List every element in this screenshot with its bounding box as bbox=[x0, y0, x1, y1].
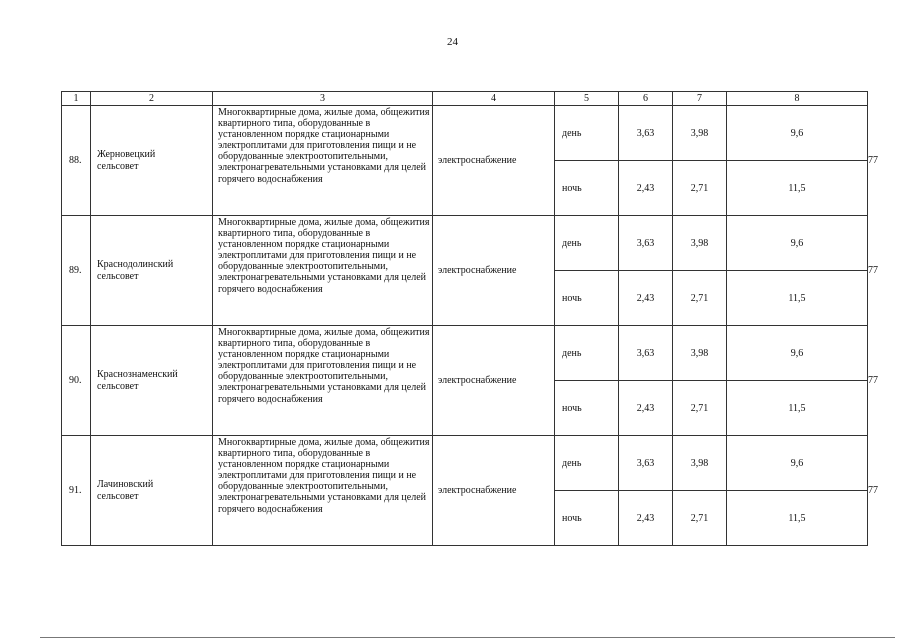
bottom-rule bbox=[40, 637, 895, 638]
value-col5: 3,63 bbox=[619, 106, 673, 161]
settlement-name-line: Лачиновский bbox=[97, 478, 154, 490]
consumer-category: Многоквартирные дома, жилые дома, общежития квартирного типа, оборудованные в установленном порядке стационарными электроплитами для приготовления пищи и не оборудованные электроотопительными, электронагревательными установками для целей горячего водоснабжения bbox=[213, 216, 433, 326]
period-night: ночь bbox=[555, 491, 619, 546]
header-cell: 3 bbox=[213, 92, 433, 106]
header-cell: 8 bbox=[727, 92, 868, 106]
settlement-name-line: Краснодолинский bbox=[97, 258, 174, 270]
tariff-table bbox=[61, 91, 878, 546]
value-col5: 3,63 bbox=[619, 216, 673, 271]
value-col5: 3,63 bbox=[619, 436, 673, 491]
service-type: электроснабжение bbox=[433, 216, 555, 326]
header-cell: 1 bbox=[62, 92, 91, 106]
value-col7: 9,6 bbox=[727, 106, 868, 161]
value-col5: 2,43 bbox=[619, 491, 673, 546]
header-cell: 5 bbox=[555, 92, 619, 106]
service-type: электроснабжение bbox=[433, 326, 555, 436]
header-cell: 2 bbox=[91, 92, 213, 106]
value-col7: 11,5 bbox=[727, 491, 868, 546]
settlement-name bbox=[91, 326, 213, 436]
table-row: 88. Жерновецкий сельсовет Многоквартирные дома, жилые дома, общежития квартирного типа, оборудованные в установленном порядке стационарными электроплитами для приготовления пищи и не оборудованные электроотопительными, электронагревательными установками для целей горячего водоснабжения электроснабжение день 3,63 3,98 9,6 77 bbox=[62, 106, 868, 161]
value-col6: 3,98 bbox=[673, 436, 727, 491]
period-night: ночь bbox=[555, 381, 619, 436]
settlement-name-line: сельсовет bbox=[97, 270, 139, 282]
row-number: 88. bbox=[62, 106, 91, 216]
table-row: 89. Краснодолинский сельсовет Многоквартирные дома, жилые дома, общежития квартирного типа, оборудованные в установленном порядке стационарными электроплитами для приготовления пищи и не оборудованные электроотопительными, электронагревательными установками для целей горячего водоснабжения электроснабжение день 3,63 3,98 9,6 77 bbox=[62, 216, 868, 271]
settlement-name bbox=[91, 216, 213, 326]
header-cell: 4 bbox=[433, 92, 555, 106]
period-night: ночь bbox=[555, 161, 619, 216]
consumer-category: Многоквартирные дома, жилые дома, общежития квартирного типа, оборудованные в установленном порядке стационарными электроплитами для приготовления пищи и не оборудованные электроотопительными, электронагревательными установками для целей горячего водоснабжения bbox=[213, 106, 433, 216]
consumer-category: Многоквартирные дома, жилые дома, общежития квартирного типа, оборудованные в установленном порядке стационарными электроплитами для приготовления пищи и не оборудованные электроотопительными, электронагревательными установками для целей горячего водоснабжения bbox=[213, 326, 433, 436]
table-row: 90. Краснознаменский сельсовет Многоквартирные дома, жилые дома, общежития квартирного типа, оборудованные в установленном порядке стационарными электроплитами для приготовления пищи и не оборудованные электроотопительными, электронагревательными установками для целей горячего водоснабжения электроснабжение день 3,63 3,98 9,6 77 bbox=[62, 326, 868, 381]
service-type: электроснабжение bbox=[433, 436, 555, 546]
table-row: 91. Лачиновский сельсовет Многоквартирные дома, жилые дома, общежития квартирного типа, оборудованные в установленном порядке стационарными электроплитами для приготовления пищи и не оборудованные электроотопительными, электронагревательными установками для целей горячего водоснабжения электроснабжение день 3,63 3,98 9,6 77 bbox=[62, 436, 868, 491]
value-col6: 2,71 bbox=[673, 271, 727, 326]
value-col6: 2,71 bbox=[673, 381, 727, 436]
value-col7: 9,6 bbox=[727, 216, 868, 271]
row-number: 91. bbox=[62, 436, 91, 546]
value-col7: 11,5 bbox=[727, 381, 868, 436]
settlement-name-line: Краснознаменский bbox=[97, 368, 178, 380]
period-day: день bbox=[555, 216, 619, 271]
value-col7: 11,5 bbox=[727, 161, 868, 216]
settlement-name bbox=[91, 106, 213, 216]
value-col7: 9,6 bbox=[727, 436, 868, 491]
value-col6: 3,98 bbox=[673, 106, 727, 161]
header-row bbox=[62, 92, 868, 106]
value-col7: 11,5 bbox=[727, 271, 868, 326]
row-number: 89. bbox=[62, 216, 91, 326]
period-day: день bbox=[555, 326, 619, 381]
row-number: 90. bbox=[62, 326, 91, 436]
settlement-name-line: Жерновецкий bbox=[97, 148, 156, 160]
value-col6: 3,98 bbox=[673, 326, 727, 381]
table-body bbox=[62, 92, 878, 546]
settlement-name-line: сельсовет bbox=[97, 380, 139, 392]
value-col5: 2,43 bbox=[619, 161, 673, 216]
value-col5: 2,43 bbox=[619, 271, 673, 326]
period-day: день bbox=[555, 106, 619, 161]
settlement-name-line: сельсовет bbox=[97, 160, 139, 172]
period-day: день bbox=[555, 436, 619, 491]
value-col5: 3,63 bbox=[619, 326, 673, 381]
header-cell: 6 bbox=[619, 92, 673, 106]
value-col7: 9,6 bbox=[727, 326, 868, 381]
header-cell: 7 bbox=[673, 92, 727, 106]
value-col6: 3,98 bbox=[673, 216, 727, 271]
value-col6: 2,71 bbox=[673, 161, 727, 216]
consumer-category: Многоквартирные дома, жилые дома, общежития квартирного типа, оборудованные в установленном порядке стационарными электроплитами для приготовления пищи и не оборудованные электроотопительными, электронагревательными установками для целей горячего водоснабжения bbox=[213, 436, 433, 546]
settlement-name-line: сельсовет bbox=[97, 490, 139, 502]
settlement-name bbox=[91, 436, 213, 546]
period-night: ночь bbox=[555, 271, 619, 326]
page-number: 24 bbox=[447, 36, 458, 48]
service-type: электроснабжение bbox=[433, 106, 555, 216]
value-col6: 2,71 bbox=[673, 491, 727, 546]
value-col5: 2,43 bbox=[619, 381, 673, 436]
